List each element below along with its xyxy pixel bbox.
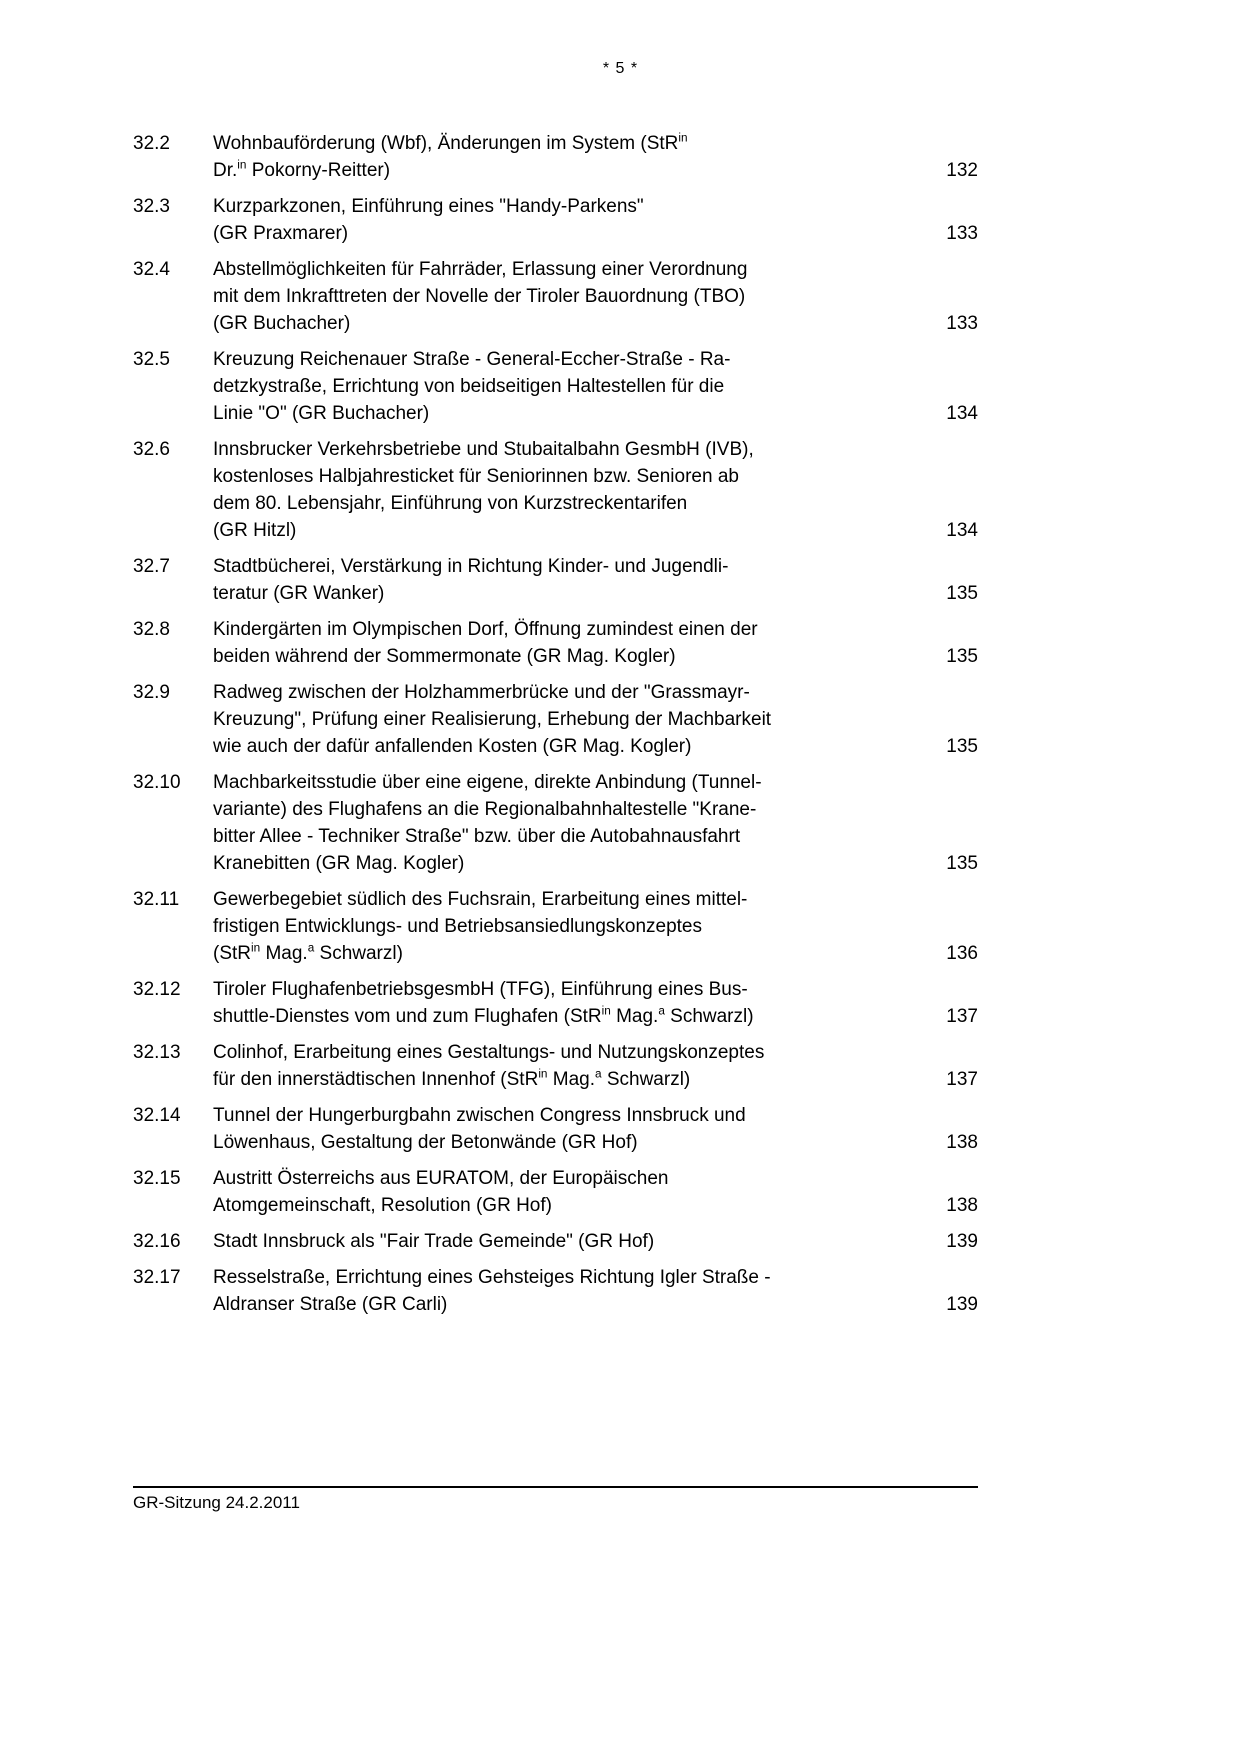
toc-item-text: Kurzparkzonen, Einführung eines "Handy-Parkens" (GR Praxmarer) — [213, 196, 644, 244]
page-number-header: * 5 * — [602, 60, 639, 77]
toc-item-number: 32.5 — [133, 349, 170, 370]
toc-item-page-number: 135 — [946, 646, 978, 667]
toc-item-number: 32.11 — [133, 889, 180, 910]
toc-item-number: 32.13 — [133, 1042, 181, 1063]
toc-item-number: 32.4 — [133, 259, 170, 280]
toc-item-page-number: 134 — [946, 403, 978, 424]
toc-item-number: 32.10 — [133, 772, 181, 793]
toc-item-number: 32.3 — [133, 196, 170, 217]
toc-item-number: 32.17 — [133, 1267, 181, 1288]
toc-item-number: 32.9 — [133, 682, 170, 703]
toc-item — [133, 256, 978, 337]
toc-item-page-number: 139 — [946, 1294, 978, 1315]
toc-item-text: Kreuzung Reichenauer Straße - General-Eccher-Straße - Ra- detzkystraße, Errichtung von beidseitigen Haltestellen für die Linie "O" (GR Buchacher) — [213, 349, 731, 424]
toc-item — [133, 1165, 978, 1219]
toc-item — [133, 130, 978, 184]
toc-item — [133, 616, 978, 670]
toc-item-page-number: 134 — [946, 520, 978, 541]
toc-item-text: Stadtbücherei, Verstärkung in Richtung Kinder- und Jugendli- teratur (GR Wanker) — [213, 556, 729, 604]
toc-item — [133, 346, 978, 427]
toc-item-number: 32.7 — [133, 556, 170, 577]
toc-item-page-number: 135 — [946, 853, 978, 874]
toc-item-text: Abstellmöglichkeiten für Fahrräder, Erlassung einer Verordnung mit dem Inkrafttreten der Novelle der Tiroler Bauordnung (TBO) (GR Buchacher) — [213, 259, 748, 334]
toc-item-page-number: 136 — [946, 943, 978, 964]
toc-item-number: 32.15 — [133, 1168, 181, 1189]
toc-item-text: Gewerbegebiet südlich des Fuchsrain, Erarbeitung eines mittel- fristigen Entwicklungs- und Betriebsansiedlungskonzeptes (StR$^{in}$ Mag.$^a$ Schwarzl) — [213, 889, 748, 964]
toc-item-page-number: 132 — [946, 160, 978, 181]
toc-item-page-number: 135 — [946, 583, 978, 604]
toc-item-page-number: 139 — [946, 1231, 978, 1252]
toc-item-page-number: 138 — [946, 1132, 978, 1153]
toc-item-page-number: 137 — [946, 1006, 978, 1027]
toc-item — [133, 193, 978, 247]
toc-item — [133, 1264, 978, 1318]
toc-item — [133, 1102, 978, 1156]
footer-label: GR-Sitzung 24.2.2011 — [133, 1493, 300, 1512]
toc-item — [133, 679, 978, 760]
toc-item-text: Kindergärten im Olympischen Dorf, Öffnung zumindest einen der beiden während der Sommermonate (GR Mag. Kogler) — [213, 619, 758, 667]
toc-item-page-number: 133 — [946, 223, 978, 244]
footer-divider — [133, 1486, 978, 1488]
toc-item-number: 32.2 — [133, 133, 170, 154]
toc-item-page-number: 137 — [946, 1069, 978, 1090]
toc-item-page-number: 138 — [946, 1195, 978, 1216]
toc-item-page-number: 133 — [946, 313, 978, 334]
toc-item-page-number: 135 — [946, 736, 978, 757]
toc-item-text: Machbarkeitsstudie über eine eigene, direkte Anbindung (Tunnel- variante) des Flughafens an die Regionalbahnhaltestelle "Krane- bitter Allee - Techniker Straße" bzw. über die Autobahnausfahrt Kranebitten (GR Mag. Kogler) — [213, 772, 762, 874]
table-of-contents — [133, 130, 978, 1327]
toc-item-number: 32.8 — [133, 619, 170, 640]
toc-item — [133, 436, 978, 544]
toc-item-text: Austritt Österreichs aus EURATOM, der Europäischen Atomgemeinschaft, Resolution (GR Hof) — [213, 1168, 669, 1216]
toc-item-text: Stadt Innsbruck als "Fair Trade Gemeinde" (GR Hof) — [213, 1231, 655, 1252]
toc-item-text: Colinhof, Erarbeitung eines Gestaltungs- und Nutzungskonzeptes für den innerstädtischen Innenhof (StR$^{in}$ Mag.$^a$ Schwarzl) — [213, 1042, 765, 1090]
toc-item — [133, 769, 978, 877]
toc-item — [133, 1228, 978, 1255]
toc-item — [133, 1039, 978, 1093]
toc-item — [133, 886, 978, 967]
toc-item-text: Tunnel der Hungerburgbahn zwischen Congress Innsbruck und Löwenhaus, Gestaltung der Betonwände (GR Hof) — [213, 1105, 746, 1153]
page-footer — [133, 1486, 978, 1513]
toc-item-number: 32.16 — [133, 1231, 181, 1252]
toc-item-text: Wohnbauförderung (Wbf), Änderungen im System (StR$^{in}$ Dr.$^{in}$ Pokorny-Reitter) — [213, 131, 688, 181]
toc-item-number: 32.6 — [133, 439, 170, 460]
toc-item-text: Tiroler FlughafenbetriebsgesmbH (TFG), Einführung eines Bus- shuttle-Dienstes vom und zum Flughafen (StR$^{in}$ Mag.$^a$ Schwarzl) — [213, 979, 754, 1027]
toc-item-text: Radweg zwischen der Holzhammerbrücke und der "Grassmayr- Kreuzung", Prüfung einer Realisierung, Erhebung der Machbarkeit wie auch der dafür anfallenden Kosten (GR Mag. Kogler) — [213, 682, 772, 757]
toc-item — [133, 553, 978, 607]
toc-item — [133, 976, 978, 1030]
toc-item-text: Resselstraße, Errichtung eines Gehsteiges Richtung Igler Straße - Aldranser Straße (GR Carli) — [213, 1267, 771, 1315]
toc-item-number: 32.12 — [133, 979, 181, 1000]
toc-item-number: 32.14 — [133, 1105, 181, 1126]
toc-item-text: Innsbrucker Verkehrsbetriebe und Stubaitalbahn GesmbH (IVB), kostenloses Halbjahresticket für Seniorinnen bzw. Senioren ab dem 80. Lebensjahr, Einführung von Kurzstreckentarifen (GR Hitzl) — [213, 439, 754, 541]
